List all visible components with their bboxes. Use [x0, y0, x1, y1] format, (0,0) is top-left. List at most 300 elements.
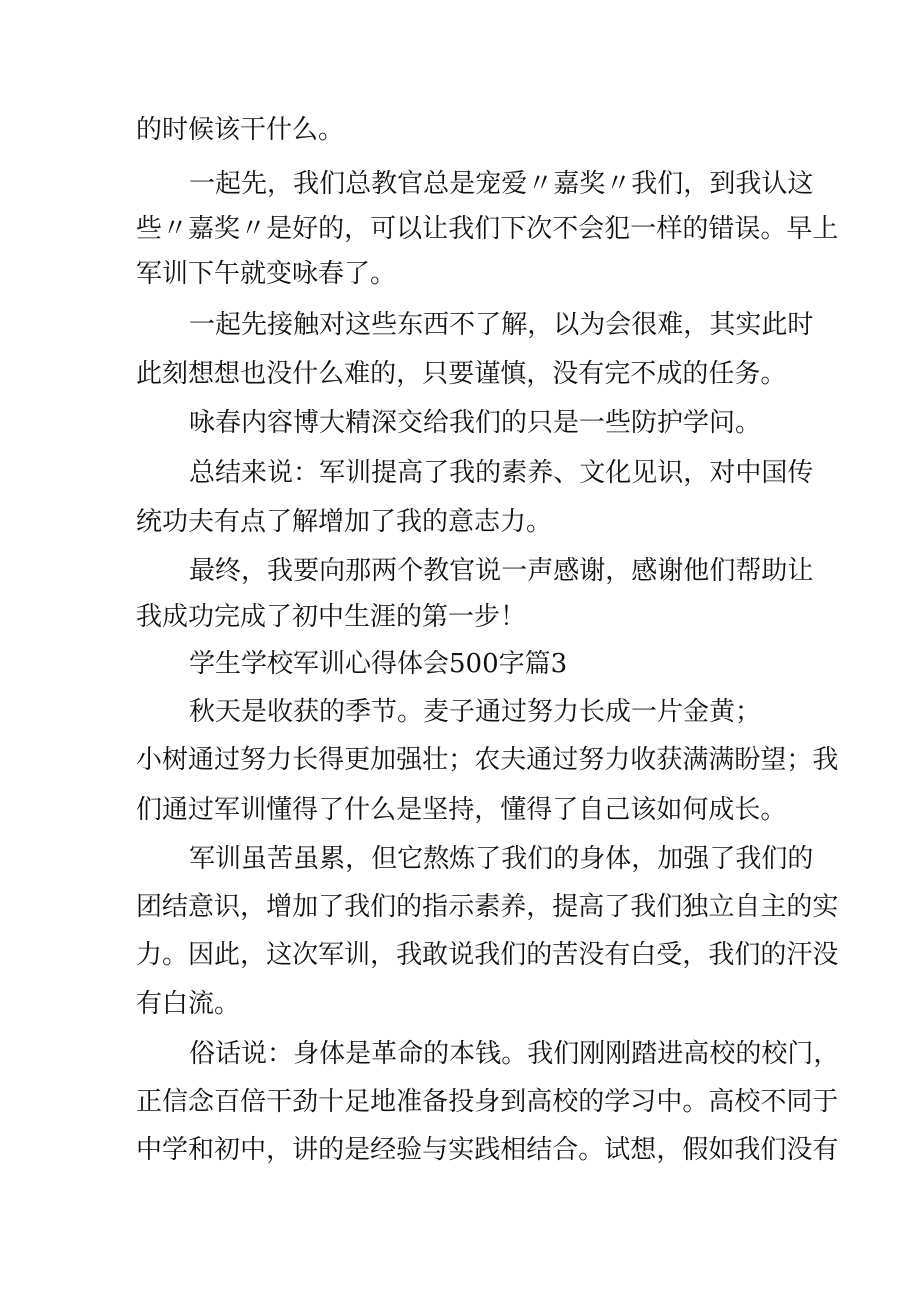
text-glyph: 谢 [579, 556, 606, 586]
text-glyph: 素 [501, 458, 528, 488]
text-glyph: ， [266, 1135, 293, 1165]
text-glyph: 己 [604, 795, 631, 825]
text-glyph: 些 [371, 310, 398, 340]
text-glyph: 训 [344, 940, 371, 970]
text-glyph: 力 [136, 940, 163, 970]
text-glyph: ： [267, 1039, 294, 1069]
text-line [136, 212, 839, 246]
text-glyph: ， [474, 795, 501, 825]
text-glyph: 敢 [422, 940, 449, 970]
text-glyph: 高 [578, 892, 605, 922]
text-glyph: 军 [319, 458, 346, 488]
text-glyph: 想 [630, 1135, 657, 1165]
text-glyph: 不 [552, 214, 579, 244]
text-line: 军训下午就变咏春了。 [136, 259, 397, 289]
text-glyph: 投 [448, 1087, 475, 1117]
text-glyph: 嘉 [553, 169, 580, 199]
text-line [136, 890, 839, 924]
text-glyph: 习 [630, 1087, 657, 1117]
text-glyph: 们 [474, 214, 501, 244]
text-glyph: 劲 [292, 1087, 319, 1117]
text-glyph: 同 [786, 1087, 813, 1117]
text-glyph: 我 [631, 169, 658, 199]
text-glyph: 慎 [500, 359, 527, 389]
text-glyph: 的 [423, 1039, 450, 1069]
text-glyph: 有 [578, 359, 605, 389]
text-glyph: 我 [527, 1039, 554, 1069]
text-glyph: 什 [292, 359, 319, 389]
text-glyph: 百 [214, 1087, 241, 1117]
text-glyph: 何 [682, 795, 709, 825]
text-glyph: 不 [630, 359, 657, 389]
text-glyph: 话 [215, 1039, 242, 1069]
text-glyph: 受 [656, 940, 683, 970]
text-glyph: 谢 [657, 556, 684, 586]
text-glyph: 我 [448, 214, 475, 244]
text-glyph: 〃 [605, 169, 632, 199]
text-glyph: 以 [553, 310, 580, 340]
text-glyph: 了 [475, 844, 502, 874]
text-glyph: 如 [708, 1135, 735, 1165]
text-glyph: ， [656, 1135, 683, 1165]
text-glyph: 我 [734, 1135, 761, 1165]
text-glyph: 们 [553, 1039, 580, 1069]
text-glyph: 实 [735, 310, 762, 340]
text-glyph: 要 [448, 359, 475, 389]
text-glyph: 体 [605, 844, 632, 874]
text-glyph: 养 [527, 458, 554, 488]
text-glyph: 自 [734, 892, 761, 922]
text-glyph: 俗 [189, 1039, 216, 1069]
text-glyph: 识 [657, 458, 684, 488]
text-glyph: 犯 [604, 214, 631, 244]
text-glyph: 中 [735, 458, 762, 488]
text-glyph: 虽 [293, 844, 320, 874]
paragraph-first-line [189, 1037, 840, 1071]
text-glyph: 们 [319, 169, 346, 199]
text-line [136, 743, 839, 777]
text-glyph: 干 [266, 1087, 293, 1117]
text-glyph: 最 [189, 556, 216, 586]
text-glyph: 提 [552, 892, 579, 922]
text-glyph: 信 [162, 1087, 189, 1117]
text-glyph: 十 [318, 1087, 345, 1117]
text-glyph: 校 [552, 1087, 579, 1117]
text-glyph: 们 [734, 940, 761, 970]
text-glyph: 会 [605, 310, 632, 340]
text-glyph: 得 [526, 795, 553, 825]
text-glyph: 高 [526, 1087, 553, 1117]
text-glyph: 。 [162, 940, 189, 970]
text-glyph: 们 [500, 940, 527, 970]
paragraph-first-line: 秋天是收获的季节。麦子通过努力长成一片金黄； [189, 697, 762, 727]
text-glyph: 我 [735, 844, 762, 874]
text-glyph: 其 [709, 310, 736, 340]
text-glyph: 来 [241, 458, 268, 488]
text-glyph: 帮 [735, 556, 762, 586]
text-glyph: 农 [474, 745, 501, 775]
text-glyph: 一 [630, 214, 657, 244]
text-glyph: 样 [656, 214, 683, 244]
text-glyph: 加 [292, 892, 319, 922]
text-glyph: 坚 [422, 795, 449, 825]
text-glyph: 。 [760, 359, 787, 389]
text-glyph: ， [683, 310, 710, 340]
text-glyph: 了 [709, 844, 736, 874]
text-glyph: 踏 [631, 1039, 658, 1069]
text-glyph: 先 [241, 310, 268, 340]
text-glyph: 军 [214, 795, 241, 825]
text-glyph: 过 [188, 795, 215, 825]
text-glyph: 通 [526, 745, 553, 775]
text-glyph: 了 [604, 892, 631, 922]
text-glyph: 望 [760, 745, 787, 775]
text-glyph: 了 [318, 892, 345, 922]
text-glyph: 的 [318, 214, 345, 244]
text-glyph: ， [527, 310, 554, 340]
text-glyph: 东 [397, 310, 424, 340]
text-glyph: 倍 [240, 1087, 267, 1117]
text-glyph: 下 [500, 214, 527, 244]
text-glyph: 校 [709, 1039, 736, 1069]
text-glyph: 初 [214, 1135, 241, 1165]
text-glyph: 们 [761, 844, 788, 874]
text-glyph: 苦 [552, 940, 579, 970]
text-glyph: 准 [396, 1087, 423, 1117]
text-glyph: 有 [604, 940, 631, 970]
text-glyph: 不 [760, 1087, 787, 1117]
text-glyph: 到 [500, 1087, 527, 1117]
text-line: 的时候该干什么。 [136, 115, 345, 145]
text-glyph: 时 [787, 310, 814, 340]
text-glyph: 军 [318, 940, 345, 970]
text-glyph: 任 [708, 359, 735, 389]
text-glyph: 长 [292, 745, 319, 775]
text-glyph: 我 [293, 169, 320, 199]
text-glyph: 的 [760, 940, 787, 970]
text-glyph: 本 [449, 1039, 476, 1069]
text-glyph: 我 [735, 169, 762, 199]
text-glyph: ； [448, 745, 475, 775]
text-glyph: 让 [422, 214, 449, 244]
text-glyph: 不 [449, 310, 476, 340]
text-glyph: 为 [579, 310, 606, 340]
text-glyph: 我 [501, 844, 528, 874]
text-glyph: 践 [474, 1135, 501, 1165]
text-glyph: ， [345, 844, 372, 874]
text-glyph: 务 [734, 359, 761, 389]
text-glyph: 文 [579, 458, 606, 488]
text-glyph: 了 [552, 795, 579, 825]
text-glyph: 结 [526, 1135, 553, 1165]
text-glyph: 命 [397, 1039, 424, 1069]
text-glyph: 一 [501, 556, 528, 586]
text-glyph: 门 [787, 1039, 814, 1069]
text-glyph: 中 [136, 1135, 163, 1165]
text-glyph: 这 [345, 310, 372, 340]
text-glyph: 的 [475, 458, 502, 488]
paragraph-first-line [189, 842, 814, 876]
text-glyph: 说 [241, 1039, 268, 1069]
text-glyph: 懂 [500, 795, 527, 825]
text-line [136, 793, 787, 827]
text-glyph: 白 [630, 940, 657, 970]
text-glyph: 革 [371, 1039, 398, 1069]
text-glyph: 可 [370, 214, 397, 244]
text-glyph: 谨 [474, 359, 501, 389]
section-heading: 学生学校军训心得体会500字篇3 [189, 649, 568, 679]
text-glyph: ， [683, 458, 710, 488]
text-glyph: 爱 [501, 169, 528, 199]
text-glyph: 结 [215, 458, 242, 488]
text-glyph: 苦 [267, 844, 294, 874]
text-glyph: 地 [370, 1087, 397, 1117]
text-glyph: 说 [448, 940, 475, 970]
text-glyph: 们 [370, 892, 397, 922]
text-glyph: 教 [371, 169, 398, 199]
text-glyph: 会 [578, 214, 605, 244]
text-glyph: 因 [188, 940, 215, 970]
text-glyph: 的 [787, 844, 814, 874]
text-glyph: ， [526, 359, 553, 389]
text-glyph: 身 [293, 1039, 320, 1069]
text-glyph: 体 [319, 1039, 346, 1069]
text-glyph: ， [240, 940, 267, 970]
text-glyph: 得 [318, 745, 345, 775]
text-glyph: 〃 [527, 169, 554, 199]
text-glyph: 没 [786, 1135, 813, 1165]
text-glyph: 完 [604, 359, 631, 389]
text-glyph: 立 [708, 892, 735, 922]
text-glyph: 成 [656, 359, 683, 389]
text-glyph: 总 [189, 458, 216, 488]
text-glyph: 先 [241, 169, 268, 199]
text-glyph: 高 [683, 1039, 710, 1069]
text-glyph: 些 [136, 214, 163, 244]
text-glyph: 加 [657, 844, 684, 874]
text-glyph: 的 [786, 892, 813, 922]
text-glyph: 通 [188, 745, 215, 775]
text-glyph: 合 [552, 1135, 579, 1165]
text-glyph: 钱 [475, 1039, 502, 1069]
text-glyph: 力 [604, 745, 631, 775]
text-glyph: 了 [318, 795, 345, 825]
text-glyph: 好 [292, 214, 319, 244]
text-glyph: 声 [527, 556, 554, 586]
text-glyph: 成 [708, 795, 735, 825]
text-glyph: 官 [449, 556, 476, 586]
text-glyph: 见 [631, 458, 658, 488]
text-glyph: 〃 [240, 214, 267, 244]
text-glyph: 化 [605, 458, 632, 488]
text-glyph: 盼 [734, 745, 761, 775]
text-glyph: 虽 [241, 844, 268, 874]
text-glyph: 说 [267, 458, 294, 488]
text-glyph: 获 [656, 745, 683, 775]
text-line [136, 357, 787, 391]
text-glyph: 它 [397, 844, 424, 874]
text-glyph: 我 [812, 745, 839, 775]
text-glyph: 的 [578, 1087, 605, 1117]
text-glyph: 说 [475, 556, 502, 586]
text-glyph: 学 [604, 1087, 631, 1117]
text-glyph: 两 [371, 556, 398, 586]
text-glyph: 以 [396, 214, 423, 244]
text-glyph: 们 [760, 1135, 787, 1165]
text-glyph: 官 [397, 169, 424, 199]
text-glyph: 我 [449, 458, 476, 488]
text-glyph: 宠 [475, 169, 502, 199]
text-glyph: 〃 [162, 214, 189, 244]
text-glyph: 难 [344, 359, 371, 389]
text-glyph: 意 [188, 892, 215, 922]
text-glyph: 结 [162, 892, 189, 922]
text-glyph: 一 [189, 310, 216, 340]
text-glyph: 终 [215, 556, 242, 586]
text-glyph: 这 [787, 169, 814, 199]
text-glyph: 次 [292, 940, 319, 970]
paragraph-first-line [189, 554, 814, 588]
text-glyph: 们 [656, 892, 683, 922]
text-glyph: 该 [630, 795, 657, 825]
text-glyph: 壮 [422, 745, 449, 775]
text-glyph: 是 [449, 169, 476, 199]
text-glyph: 提 [371, 458, 398, 488]
text-glyph: 只 [422, 359, 449, 389]
text-glyph: 是 [345, 1039, 372, 1069]
text-glyph: 错 [708, 214, 735, 244]
text-glyph: 什 [344, 795, 371, 825]
text-glyph: 示 [448, 892, 475, 922]
text-glyph: 嘉 [188, 214, 215, 244]
text-glyph: 刚 [579, 1039, 606, 1069]
text-glyph: 总 [423, 169, 450, 199]
text-glyph: ， [813, 1039, 840, 1069]
text-glyph: ， [396, 359, 423, 389]
text-glyph: ， [526, 892, 553, 922]
text-glyph: 没 [812, 940, 839, 970]
text-glyph: 识 [214, 892, 241, 922]
text-glyph: 么 [370, 795, 397, 825]
text-glyph: 我 [344, 892, 371, 922]
text-glyph: 汗 [786, 940, 813, 970]
text-glyph: 要 [293, 556, 320, 586]
text-glyph: 们 [136, 795, 163, 825]
text-glyph: 累 [319, 844, 346, 874]
text-glyph: 也 [240, 359, 267, 389]
text-glyph: 的 [682, 214, 709, 244]
text-glyph: 们 [709, 556, 736, 586]
text-glyph: ， [370, 940, 397, 970]
text-glyph: 养 [500, 892, 527, 922]
text-glyph: 如 [656, 795, 683, 825]
text-glyph: 验 [396, 1135, 423, 1165]
text-glyph: 。 [501, 1039, 528, 1069]
text-line: 有白流。 [136, 989, 241, 1019]
paragraph-first-line [189, 456, 814, 490]
text-glyph: 实 [812, 892, 839, 922]
text-glyph: 校 [761, 1039, 788, 1069]
text-glyph: 此 [214, 940, 241, 970]
text-glyph: 学 [162, 1135, 189, 1165]
paragraph-first-line [189, 167, 814, 201]
text-glyph: 于 [812, 1087, 839, 1117]
text-glyph: 向 [319, 556, 346, 586]
text-glyph: 小 [136, 745, 163, 775]
paragraph-first-line: 咏春内容博大精深交给我们的只是一些防护学问。 [189, 408, 762, 438]
text-glyph: 素 [474, 892, 501, 922]
text-glyph: 没 [266, 359, 293, 389]
text-glyph: 教 [423, 556, 450, 586]
text-glyph: 西 [423, 310, 450, 340]
text-glyph: 此 [761, 310, 788, 340]
text-glyph: 备 [422, 1087, 449, 1117]
text-glyph: 奖 [214, 214, 241, 244]
text-glyph: 正 [136, 1087, 163, 1117]
text-glyph: 但 [371, 844, 398, 874]
text-glyph: 增 [266, 892, 293, 922]
text-glyph: 经 [370, 1135, 397, 1165]
text-glyph: 次 [526, 214, 553, 244]
text-glyph: 让 [787, 556, 814, 586]
text-glyph: 误 [734, 214, 761, 244]
text-glyph: 上 [812, 214, 839, 244]
text-glyph: 训 [215, 844, 242, 874]
text-glyph: 努 [240, 745, 267, 775]
text-glyph: 强 [396, 745, 423, 775]
text-line [136, 1133, 839, 1167]
text-glyph: 收 [630, 745, 657, 775]
text-glyph: 过 [552, 745, 579, 775]
text-glyph: 认 [761, 169, 788, 199]
text-glyph: 我 [474, 940, 501, 970]
text-glyph: 没 [552, 359, 579, 389]
text-glyph: 早 [786, 214, 813, 244]
text-glyph: 进 [657, 1039, 684, 1069]
text-glyph: 没 [578, 940, 605, 970]
text-glyph: 我 [267, 556, 294, 586]
text-glyph: 到 [709, 169, 736, 199]
text-line: 我成功完成了初中生涯的第一步！ [136, 602, 527, 632]
text-glyph: 和 [188, 1135, 215, 1165]
text-glyph: 的 [526, 940, 553, 970]
text-glyph: 感 [553, 556, 580, 586]
text-line [136, 1085, 839, 1119]
text-glyph: 刻 [162, 359, 189, 389]
text-glyph: 得 [292, 795, 319, 825]
text-glyph: 们 [657, 169, 684, 199]
text-glyph: 是 [266, 214, 293, 244]
text-glyph: 的 [318, 1135, 345, 1165]
text-glyph: 假 [682, 1135, 709, 1165]
text-glyph: ， [631, 844, 658, 874]
text-glyph: 加 [370, 745, 397, 775]
text-glyph: 那 [345, 556, 372, 586]
text-glyph: 自 [578, 795, 605, 825]
text-glyph: 训 [240, 795, 267, 825]
text-glyph: 强 [683, 844, 710, 874]
text-glyph: 试 [604, 1135, 631, 1165]
text-glyph: 讲 [292, 1135, 319, 1165]
text-glyph: 我 [708, 940, 735, 970]
text-glyph: ， [683, 169, 710, 199]
text-glyph: 相 [500, 1135, 527, 1165]
text-glyph: 感 [631, 556, 658, 586]
text-glyph: 么 [318, 359, 345, 389]
text-glyph: ， [344, 214, 371, 244]
text-glyph: 一 [189, 169, 216, 199]
text-glyph: 独 [682, 892, 709, 922]
